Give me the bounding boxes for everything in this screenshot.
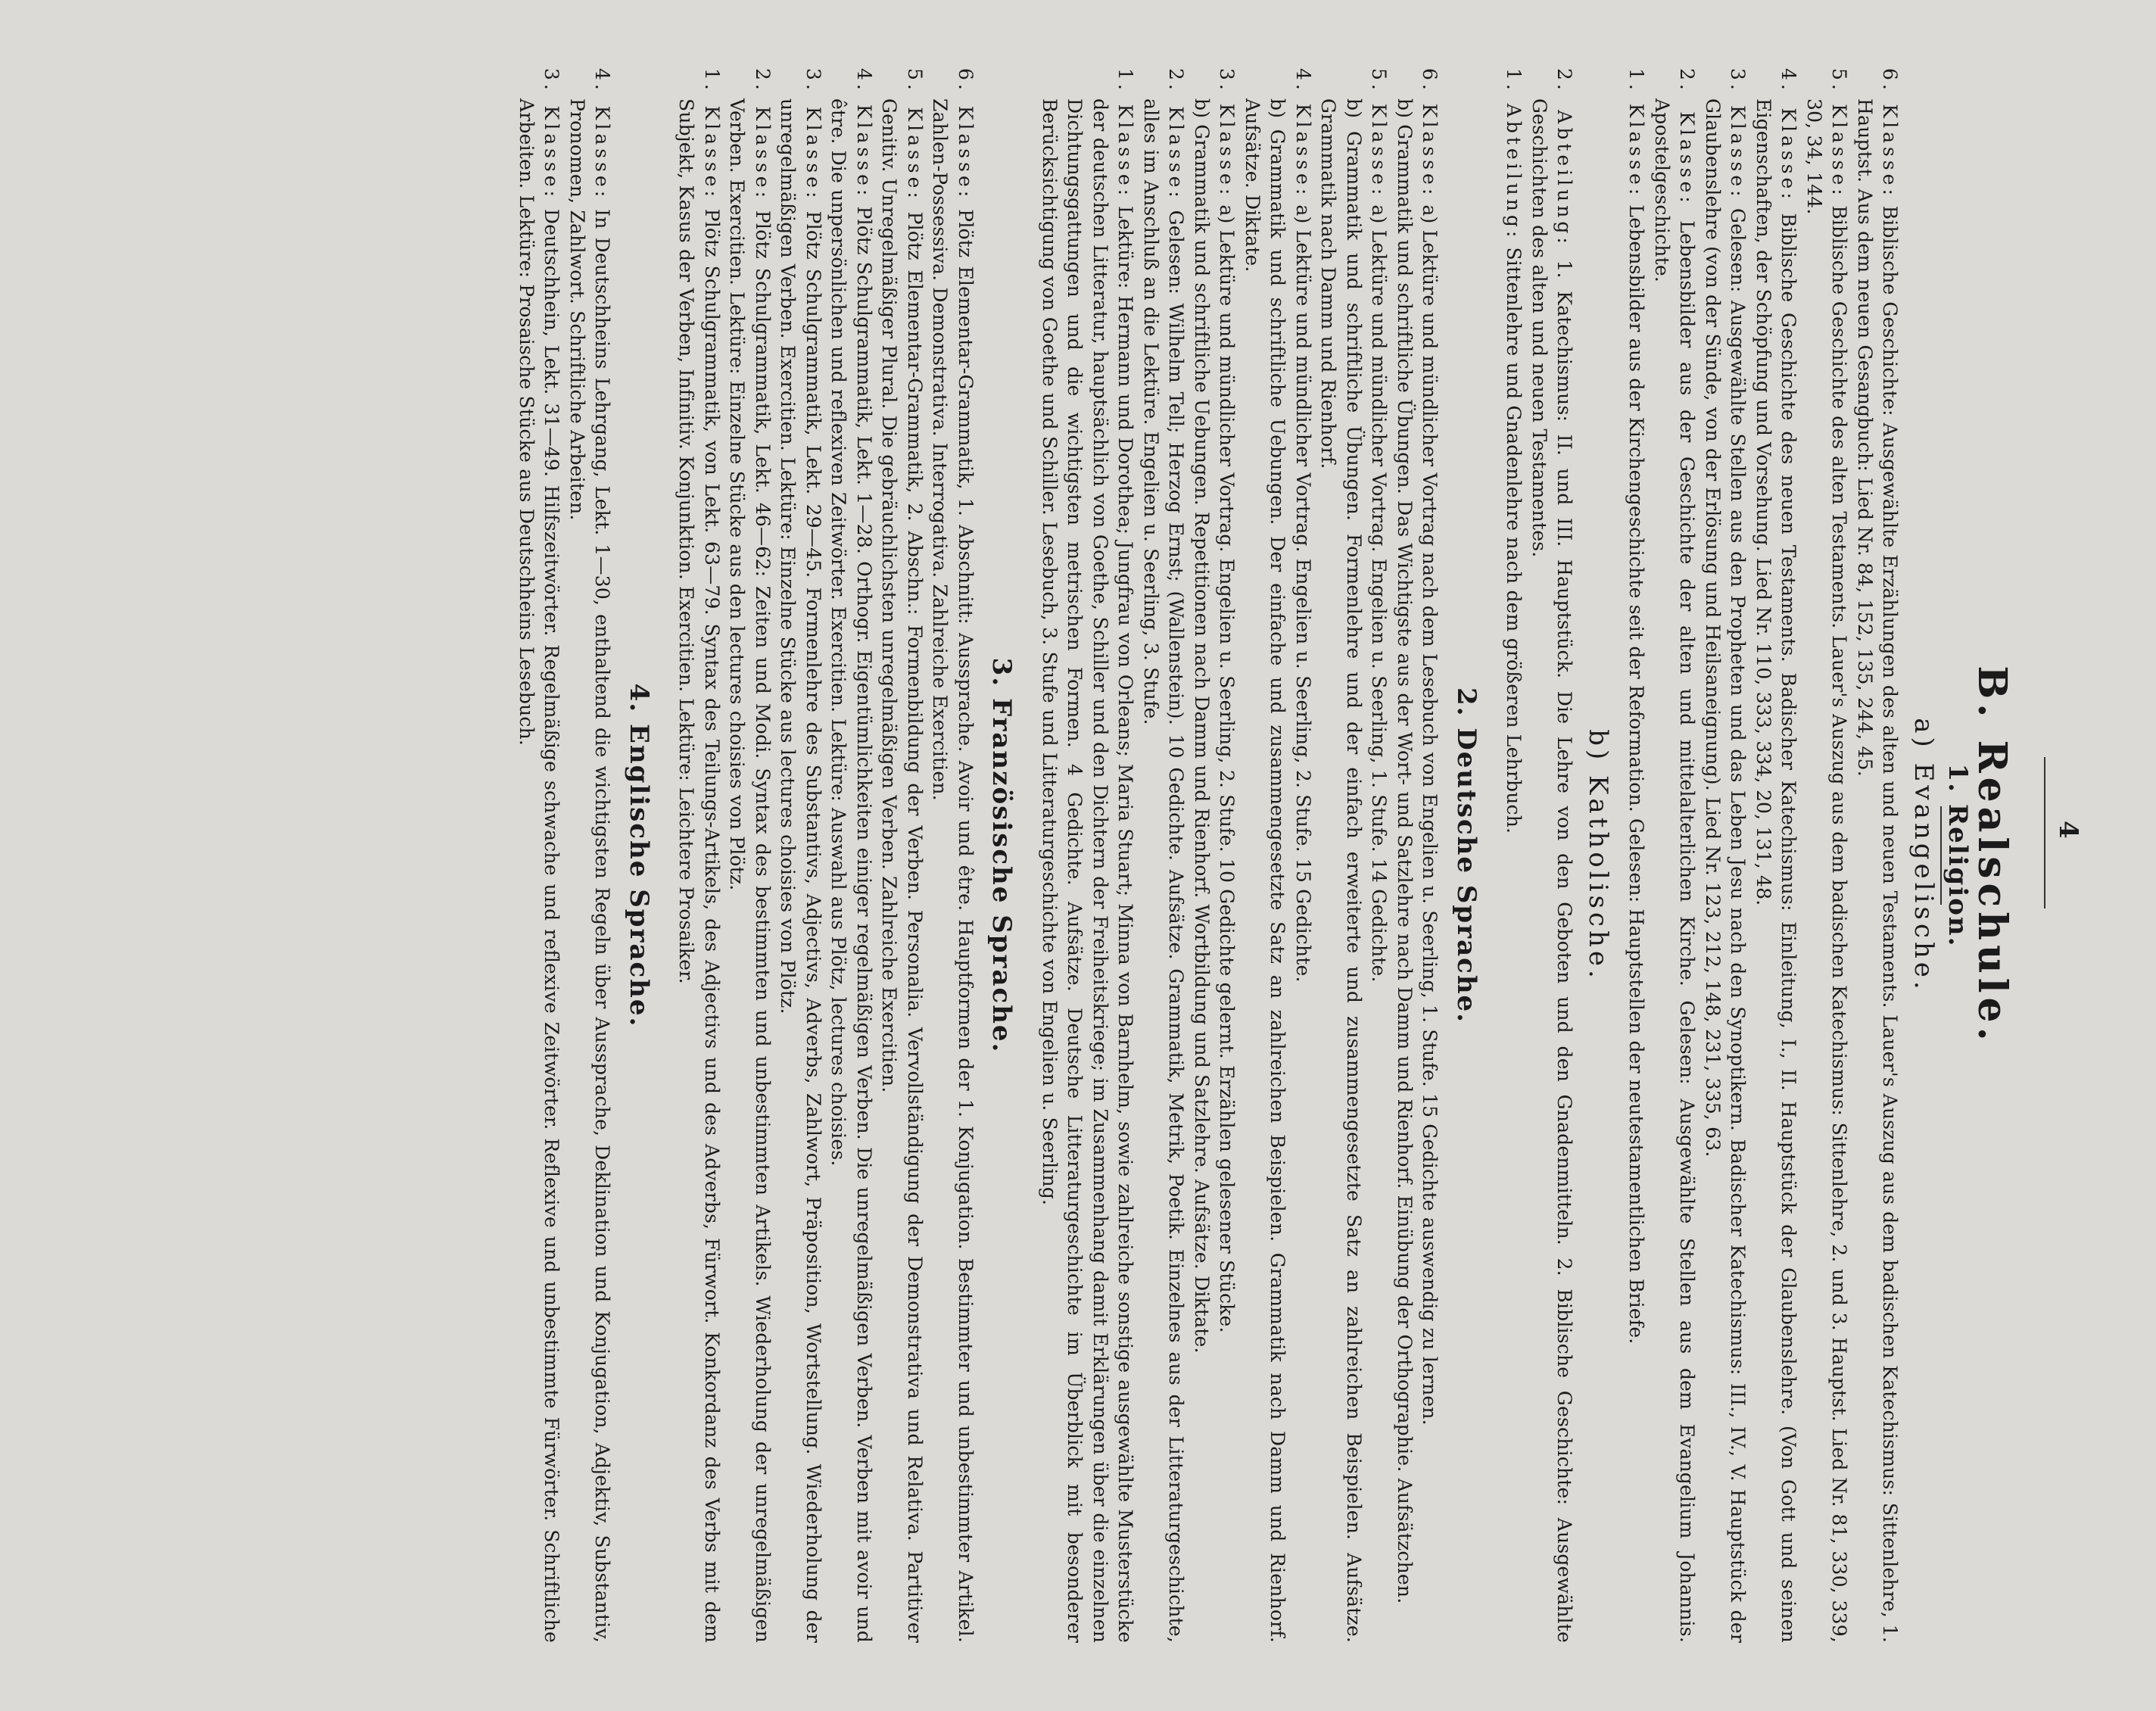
class-label: 3. Klasse: bbox=[802, 68, 824, 202]
list-subitem: b) Grammatik und schriftliche Uebungen. Der einfache und zusammengesetzte Satz an zahlreichen Beispielen. Grammatik nach Damm und Rienhorf. Aufsätze. Diktate. bbox=[1242, 98, 1289, 1643]
list-item bbox=[1366, 68, 1392, 1643]
class-label: 2. Klasse: bbox=[1676, 68, 1699, 207]
list-item bbox=[724, 68, 775, 1643]
class-label: 4. Klasse: bbox=[1292, 68, 1314, 199]
list-item bbox=[1527, 68, 1578, 1643]
entry-text: Lebensbilder aus der Geschichte der alten und mittelalterlichen Kirche. Gelesen: Ausgewählte Stellen aus dem Evangelium Johannis. Apostelgeschichte. bbox=[1651, 98, 1699, 1643]
class-label: 5. Klasse: bbox=[1368, 68, 1391, 199]
entry-text: a) Lektüre und mündlicher Vortrag. Engelien u. Seerling, 2. Stufe. 15 Gedichte. bbox=[1292, 204, 1314, 983]
rotated-text-block bbox=[151, 61, 2089, 1650]
entry-text: Plötz Elementar-Grammatik, 2. Abschn.: Formenbildung der Verben. Personalia. Vervollständigung der Demonstrativa und Relativa. Partitiver Genitiv. Unregelmäßiger Plural. Die gebräuchlichsten unregelmäßigen Verben. Zahlreiche Exercitien. bbox=[878, 98, 926, 1643]
section-heading-franzoesisch: 3. Französische Sprache. bbox=[986, 657, 1017, 1054]
list-subitem: b) Grammatik und schriftliche Uebungen. Repetitionen nach Damm und Rienhorf. Wortbildung und Satzlehre. Aufsätze. Diktate. bbox=[1191, 98, 1213, 1354]
entry-text: 1. Katechismus: II. und III. Hauptstück. Die Lehre von den Geboten und den Gnadenmitteln. 2. Biblische Geschichte: Ausgewählte Geschichten des alten und neuen Testamentes. bbox=[1528, 98, 1576, 1643]
page-title: B. Realschule. bbox=[1969, 665, 2015, 1046]
subsection-heading-katholisch: b) Katholische. bbox=[1583, 729, 1613, 982]
page-number-rule bbox=[2044, 757, 2045, 908]
class-label: 6. Klasse: bbox=[955, 68, 977, 201]
class-label: 4. Klasse: bbox=[1777, 68, 1800, 203]
list-item bbox=[1037, 68, 1139, 1643]
entry-text: Biblische Geschichte: Ausgewählte Erzählungen des alten und neuen Testaments. Lauer's Auszug aus dem badischen Katechismus: Sittenlehre, 1. Hauptst. Aus dem neuen Gesangbuch: Lied Nr. 84, 152, 135, 244, 45. bbox=[1854, 98, 1902, 1643]
list-item bbox=[674, 68, 724, 1643]
page-number: 4 bbox=[2053, 821, 2083, 840]
subsection-heading-evangelisch: a) Evangelische. bbox=[1908, 718, 1939, 993]
franzoesisch-list bbox=[674, 68, 978, 1643]
section-rule bbox=[1940, 806, 1942, 905]
list-item bbox=[826, 68, 877, 1643]
class-label: 4. Klasse: bbox=[853, 68, 875, 200]
list-item bbox=[1802, 68, 1852, 1643]
list-item bbox=[514, 68, 565, 1643]
class-label: 4. Klasse: bbox=[591, 68, 614, 201]
evangelisch-list bbox=[1624, 68, 1903, 1643]
list-item bbox=[1624, 68, 1650, 1643]
class-label: 2. Abteilung: bbox=[1553, 68, 1576, 248]
class-label: 3. Klasse: bbox=[1216, 68, 1238, 199]
deutsch-list bbox=[1037, 68, 1443, 1643]
class-label: 2. Klasse: bbox=[1165, 68, 1188, 201]
katholisch-list bbox=[1501, 68, 1578, 1643]
entry-text: a) Lektüre und mündlicher Vortrag. Engelien u. Seerling, 1. Stufe. 14 Gedichte. bbox=[1368, 204, 1391, 983]
class-label: 1. Klasse: bbox=[1114, 68, 1137, 200]
entry-text: Gelesen: Wilhelm Tell; Herzog Ernst; (Wallenstein). 10 Gedichte. Aufsätze. Grammatik, Metrik, Poetik. Einzelnes aus der Litteraturgeschichte, alles im Anschluß an die Lektüre. Engelien u. Seerling, 3. Stufe. bbox=[1140, 98, 1188, 1643]
entry-text: Plötz Schulgrammatik, Lekt. 1—28. Orthogr. Eigentümlichkeiten einiger regelmäßigen Verben. Die unregelmäßigen Verben. Verben mit avoir und être. Die unpersönlichen und reflexiven Zeitwörter. Exercitien. Lektüre: Auswahl aus Plötz, lectures choisies. bbox=[827, 98, 875, 1643]
list-item bbox=[1417, 68, 1443, 1643]
class-label: 6. Klasse: bbox=[1879, 68, 1902, 199]
list-item bbox=[1139, 68, 1189, 1643]
list-item bbox=[775, 68, 826, 1643]
entry-text: Deutschhein, Lekt. 31—49. Hilfszeitwörter. Regelmäßige schwache und reflexive Zeitwörter. Reflexive und unbestimmte Fürwörter. Schriftliche Arbeiten. Lektüre: Prosaische Stücke aus Deutschheins Lesebuch. bbox=[516, 98, 563, 1643]
class-label: 5. Klasse: bbox=[904, 68, 926, 202]
entry-text: Biblische Geschichte des neuen Testaments. Badischer Katechismus: Einleitung, I., II. Hauptstück der Glaubenslehre. (Von Gott und seinen Eigenschaften, der Schöpfung und Vorsehung. Lied Nr. 110, 333, 334, 20, 131, 48. bbox=[1753, 98, 1800, 1643]
list-item bbox=[927, 68, 978, 1643]
section-heading-englisch: 4. Englische Sprache. bbox=[624, 683, 654, 1028]
list-subitem: b) Grammatik und schriftliche Übungen. Formenlehre und der einfach erweiterte und zusammengesetzte Satz an zahlreichen Beispielen. Aufsätze. Grammatik nach Damm und Rienhorf. bbox=[1317, 98, 1365, 1643]
entry-text: Plötz Schulgrammatik, Lekt. 46—62: Zeiten und Modi. Syntax des bestimmten und unbestimmten Artikels. Wiederholung der unregelmäßigen Verben. Exercitien. Lektüre: Einzelne Stücke aus den lectures choisies von Plötz. bbox=[726, 98, 774, 1643]
list-item bbox=[1291, 68, 1316, 1643]
section-heading-religion: 1. Religion. bbox=[1943, 763, 1974, 948]
entry-text: Plötz Elementar-Grammatik, 1. Abschnitt: Aussprache. Avoir und être. Hauptformen der 1. Konjugation. Bestimmter und unbestimmter Artikel. Zahlen-Possessiva. Demonstrativa. Interrogativa. Zahlreiche Exercitien. bbox=[929, 98, 977, 1643]
entry-text: a) Lektüre und mündlicher Vortrag nach dem Lesebuch von Engelien u. Seerling, 1. Stufe. 15 Gedichte auswendig zu lernen. bbox=[1419, 204, 1441, 1426]
entry-text: Biblische Geschichte des alten Testaments. Lauer's Auszug aus dem badischen Katechismus: Sittenlehre, 2. und 3. Hauptst. Lied Nr. 81, 330, 339, 30, 34, 144. bbox=[1803, 98, 1851, 1643]
class-label: 2. Klasse: bbox=[752, 68, 774, 201]
entry-text: Lebensbilder aus der Kirchengeschichte seit der Reformation. Gelesen: Hauptstellen der neutestamentlichen Briefe. bbox=[1625, 204, 1648, 1345]
list-item bbox=[1650, 68, 1700, 1643]
entry-text: Lektüre: Hermann und Dorothea; Jungfrau von Orleans; Maria Stuart; Minna von Barnhelm, sowie zahlreiche sonstige ausgewählte Musterstücke der deutschen Litteratur, hauptsächlich von Goethe, Schiller und den Dichtern der Freiheitskriege; im Zusammenhang damit Erklärungen über die einzelnen Dichtungsgattungen und die wichtigsten metrischen Formen. 4 Gedichte. Aufsätze. Deutsche Litteraturgeschichte im Überblick mit besonderer Berücksichtigung von Goethe und Schiller. Lesebuch, 3. Stufe und Litteraturgeschichte von Engelien u. Seerling. bbox=[1039, 98, 1137, 1643]
class-label: 3. Klasse: bbox=[1727, 68, 1749, 201]
section-heading-deutsch: 2. Deutsche Sprache. bbox=[1451, 687, 1481, 1024]
entry-text: Sittenlehre und Gnadenlehre nach dem größeren Lehrbuch. bbox=[1503, 247, 1525, 834]
entry-text: Plötz Schulgrammatik, von Lekt. 63—79. Syntax des Teilungs-Artikels, des Adjectivs und des Adverbs, Fürwort. Konkordanz des Verbs mit dem Subjekt, Kasus der Verben, Infinitiv. Konjunktion. Exercitien. Lektüre: Leichtere Prosaiker. bbox=[675, 98, 723, 1643]
entry-text: a) Lektüre und mündlicher Vortrag. Engelien u. Seerling, 2. Stufe. 10 Gedichte gelernt. Erzählen gelesener Stücke. bbox=[1216, 204, 1238, 1333]
class-label: 3. Klasse: bbox=[541, 68, 563, 201]
list-item bbox=[1751, 68, 1802, 1643]
entry-text: In Deutschheins Lehrgang, Lekt. 1—30, enthaltend die wichtigsten Regeln über Aussprache, Deklination und Konjugation, Adjektiv, Substantiv, Pronomen, Zahlwort. Schriftliche Arbeiten. bbox=[566, 98, 614, 1643]
class-label: 1. Klasse: bbox=[701, 68, 723, 201]
list-item bbox=[1700, 68, 1751, 1643]
entry-text: Plötz Schulgrammatik, Lekt. 29—45. Formenlehre des Substantivs, Adjectivs, Adverbs, Zahlwort, Präposition, Wortstellung. Wiederholung der unregelmäßigen Verben. Exercitien. Lektüre: Einzelne Stücke aus lectures choisies von Plötz. bbox=[777, 98, 824, 1643]
list-item bbox=[877, 68, 927, 1643]
class-label: 6. Klasse: bbox=[1419, 68, 1441, 199]
list-item bbox=[1214, 68, 1240, 1643]
list-item bbox=[565, 68, 615, 1643]
list-item bbox=[1852, 68, 1903, 1643]
class-label: 5. Klasse: bbox=[1828, 68, 1851, 199]
list-subitem: b) Grammatik und schriftliche Übungen. Das Wichtigste aus der Wort- und Satzlehre nach Damm und Rienhorf. Einübung der Orthographie. Aufsätzchen. bbox=[1394, 98, 1416, 1604]
class-label: 1. Abteilung: bbox=[1503, 68, 1525, 242]
englisch-list bbox=[514, 68, 615, 1643]
list-item bbox=[1501, 68, 1527, 1643]
entry-text: Gelesen: Ausgewählte Stellen aus den Propheten und das Leben Jesu nach den Synoptikern. Badischer Katechismus: III., IV., V. Hauptstück der Glaubenslehre (von der Sünde, von der Erlösung und Heilsaneignung). Lied Nr. 123, 212, 148, 231, 335, 63. bbox=[1702, 98, 1749, 1643]
class-label: 1. Klasse: bbox=[1625, 68, 1648, 199]
